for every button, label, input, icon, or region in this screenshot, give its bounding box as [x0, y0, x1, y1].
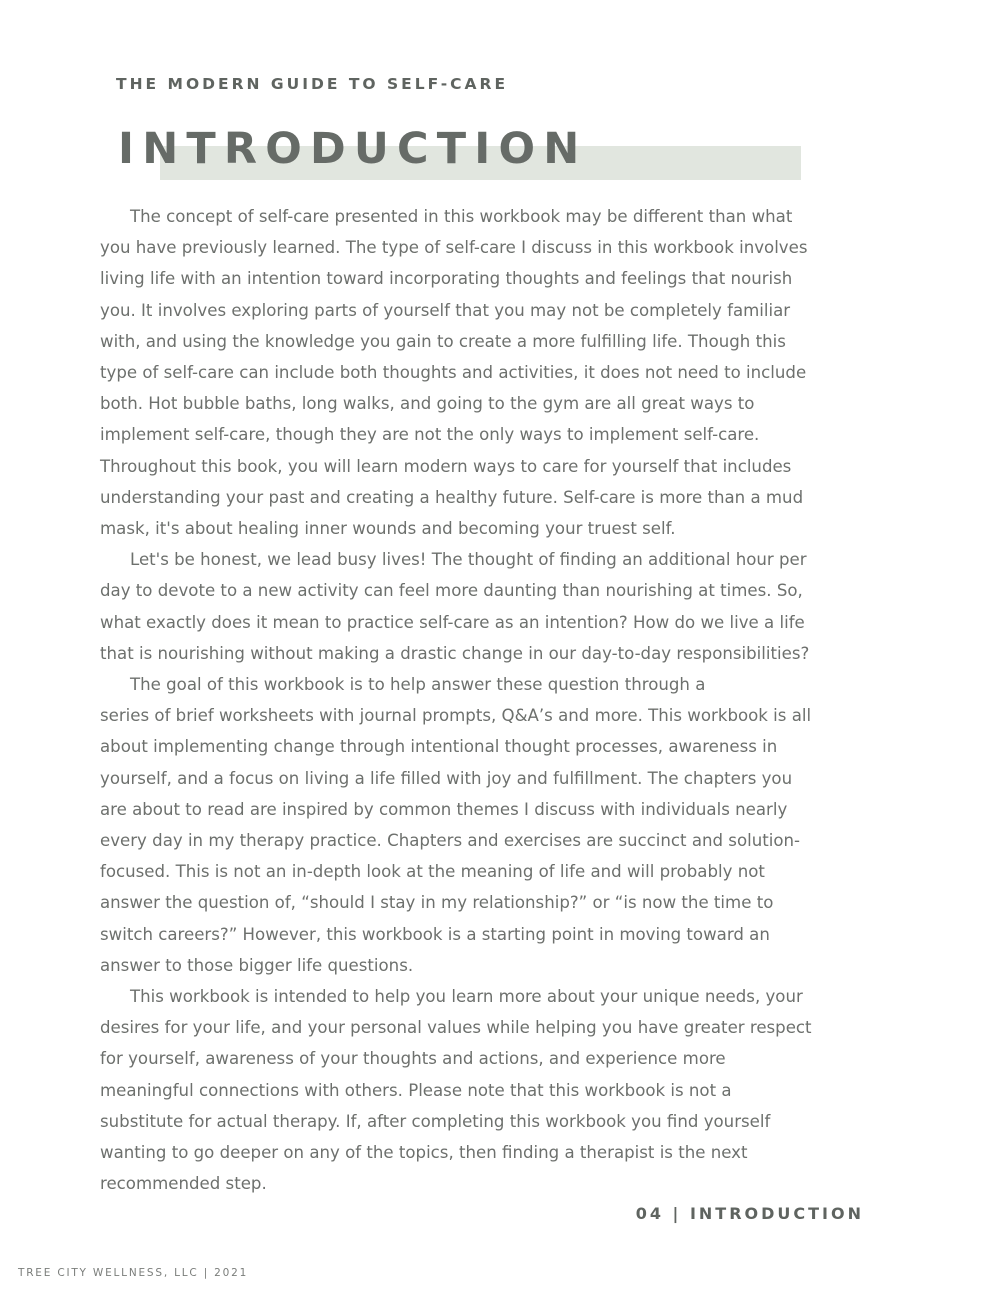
body-line: are about to read are inspired by common themes I discuss with individuals nearly: [100, 799, 788, 819]
body-line: substitute for actual therapy. If, after completing this workbook you find yourself: [100, 1111, 771, 1131]
body-line: The goal of this workbook is to help answer these question through a: [130, 675, 706, 695]
body-line: you. It involves exploring parts of yourself that you may not be completely familiar: [100, 300, 791, 320]
body-line: recommended step.: [100, 1174, 267, 1194]
body-line: type of self-care can include both thoughts and activities, it does not need to include: [100, 363, 807, 383]
body-line: you have previously learned. The type of self-care I discuss in this workbook involves: [100, 238, 808, 258]
body-line: for yourself, awareness of your thoughts and actions, and experience more: [100, 1049, 726, 1069]
body-line: implement self-care, though they are not the only ways to implement self-care.: [100, 425, 760, 445]
body-line: with, and using the knowledge you gain to create a more fulfilling life. Though this: [100, 331, 786, 351]
body-line: both. Hot bubble baths, long walks, and going to the gym are all great ways to: [100, 394, 755, 414]
body-line: This workbook is intended to help you learn more about your unique needs, your: [130, 987, 803, 1007]
body-line: Throughout this book, you will learn modern ways to care for yourself that includes: [100, 456, 792, 476]
body-line: focused. This is not an in-depth look at the meaning of life and will probably not: [100, 862, 765, 882]
body-line: Let's be honest, we lead busy lives! The thought of finding an additional hour per: [130, 550, 807, 570]
body-text: [100, 201, 900, 1200]
body-line: desires for your life, and your personal values while helping you have greater respect: [100, 1018, 812, 1038]
body-line: that is nourishing without making a drastic change in our day-to-day responsibilities?: [100, 643, 810, 663]
body-line: switch careers?” However, this workbook is a starting point in moving toward an: [100, 924, 770, 944]
body-line: day to devote to a new activity can feel more daunting than nourishing at times. So,: [100, 581, 803, 601]
body-line: about implementing change through intentional thought processes, awareness in: [100, 737, 778, 757]
body-line: yourself, and a focus on living a life filled with joy and fulfillment. The chapters you: [100, 768, 793, 788]
body-line: series of brief worksheets with journal prompts, Q&A’s and more. This workbook is all: [100, 706, 812, 726]
body-line: answer to those bigger life questions.: [100, 955, 414, 975]
page-number: 04 | INTRODUCTION: [635, 1204, 864, 1223]
body-line: answer the question of, “should I stay in my relationship?” or “is now the time to: [100, 893, 774, 913]
body-line: every day in my therapy practice. Chapters and exercises are succinct and solution-: [100, 831, 801, 851]
body-line: The concept of self-care presented in this workbook may be different than what: [130, 207, 793, 226]
body-line: understanding your past and creating a healthy future. Self-care is more than a mud: [100, 487, 804, 507]
body-line: meaningful connections with others. Please note that this workbook is not a: [100, 1080, 732, 1100]
body-line: living life with an intention toward incorporating thoughts and feelings that nourish: [100, 269, 793, 289]
body-line: what exactly does it mean to practice self-care as an intention? How do we live a life: [100, 612, 805, 632]
page-title: INTRODUCTION: [118, 124, 588, 174]
body-line: wanting to go deeper on any of the topics, then finding a therapist is the next: [100, 1143, 748, 1163]
series-title: THE MODERN GUIDE TO SELF-CARE: [116, 75, 509, 93]
body-line: mask, it's about healing inner wounds and becoming your truest self.: [100, 519, 676, 539]
footer-copyright: TREE CITY WELLNESS, LLC | 2021: [18, 1267, 249, 1279]
